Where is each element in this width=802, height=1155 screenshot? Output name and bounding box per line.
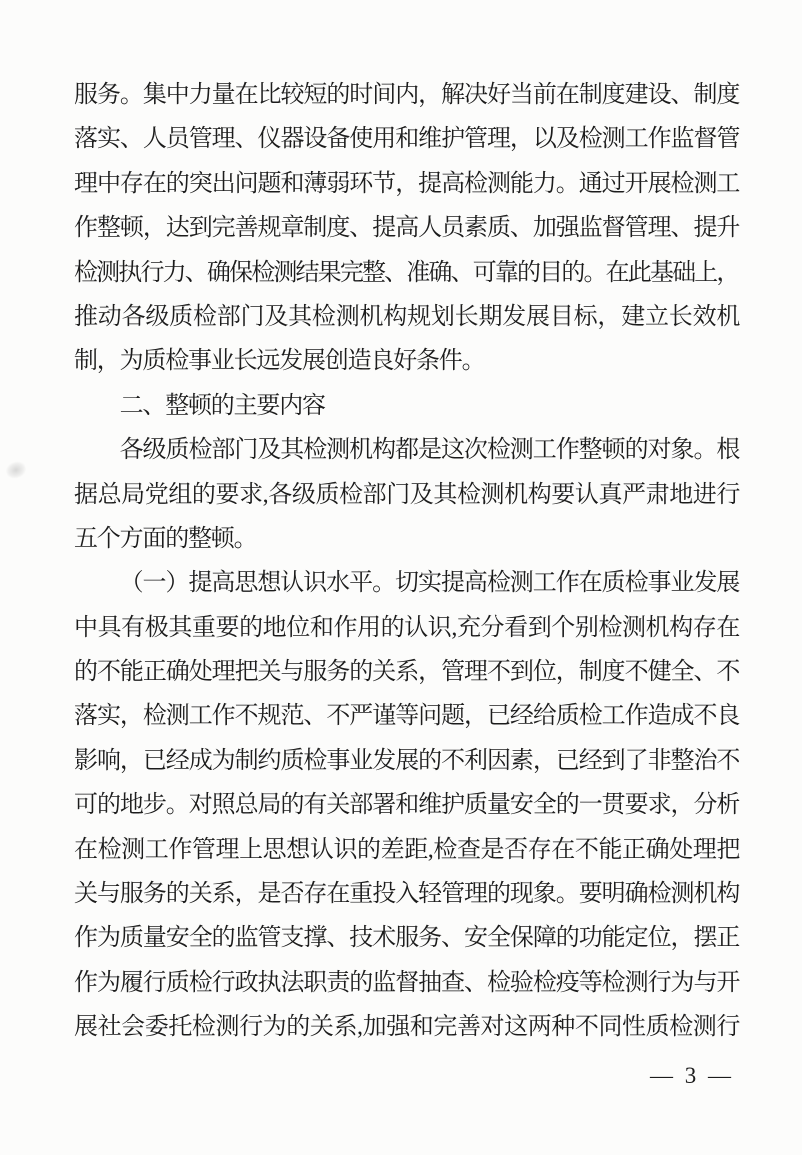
body-line: 展社会委托检测行为的关系,加强和完善对这两种不同性质检测行 <box>74 1014 738 1041</box>
body-line: 各级质检部门及其检测机构都是这次检测工作整顿的对象。根 <box>119 437 738 464</box>
body-line: 作为质量安全的监管支撑、技术服务、安全保障的功能定位，摆正 <box>74 925 738 952</box>
body-line: 服务。集中力量在比较短的时间内，解决好当前在制度建设、制度 <box>74 82 738 108</box>
body-line: 检测执行力、确保检测结果完整、准确、可靠的目的。在此基础上， <box>74 259 738 286</box>
body-line: 五个方面的整顿。 <box>74 525 257 552</box>
page-number: — 3 — <box>650 1063 734 1088</box>
body-line: 作整顿，达到完善规章制度、提高人员素质、加强监督管理、提升 <box>74 215 738 242</box>
body-line: 推动各级质检部门及其检测机构规划长期发展目标，建立长效机 <box>74 303 738 330</box>
body-line: 在检测工作管理上思想认识的差距,检查是否存在不能正确处理把 <box>74 836 738 863</box>
document-body <box>74 73 738 1050</box>
body-line: 中具有极其重要的地位和作用的认识,充分看到个别检测机构存在 <box>74 614 738 641</box>
body-line: 制，为质检事业长远发展创造良好条件。 <box>74 348 485 375</box>
body-line: 影响，已经成为制约质检事业发展的不利因素，已经到了非整治不 <box>74 747 738 774</box>
body-line: 落实，检测工作不规范、不严谨等问题，已经给质检工作造成不良 <box>74 703 738 730</box>
body-line: 落实、人员管理、仪器设备使用和维护管理，以及检测工作监督管 <box>74 126 738 153</box>
body-line: 作为履行质检行政执法职责的监督抽查、检验检疫等检测行为与开 <box>74 969 738 996</box>
body-line: 关与服务的关系，是否存在重投入轻管理的现象。要明确检测机构 <box>74 881 738 908</box>
body-line: 的不能正确处理把关与服务的关系，管理不到位，制度不健全、不 <box>74 659 738 686</box>
body-line: 理中存在的突出问题和薄弱环节，提高检测能力。通过开展检测工 <box>74 170 738 197</box>
body-line: 据总局党组的要求,各级质检部门及其检测机构要认真严肃地进行 <box>74 481 738 508</box>
subsection-lead-line: （一）提高思想认识水平。切实提高检测工作在质检事业发展 <box>119 570 738 597</box>
body-line: 可的地步。对照总局的有关部署和维护质量安全的一贯要求，分析 <box>74 792 738 819</box>
section-heading: 二、整顿的主要内容 <box>119 392 325 419</box>
scan-smudge <box>4 459 28 481</box>
